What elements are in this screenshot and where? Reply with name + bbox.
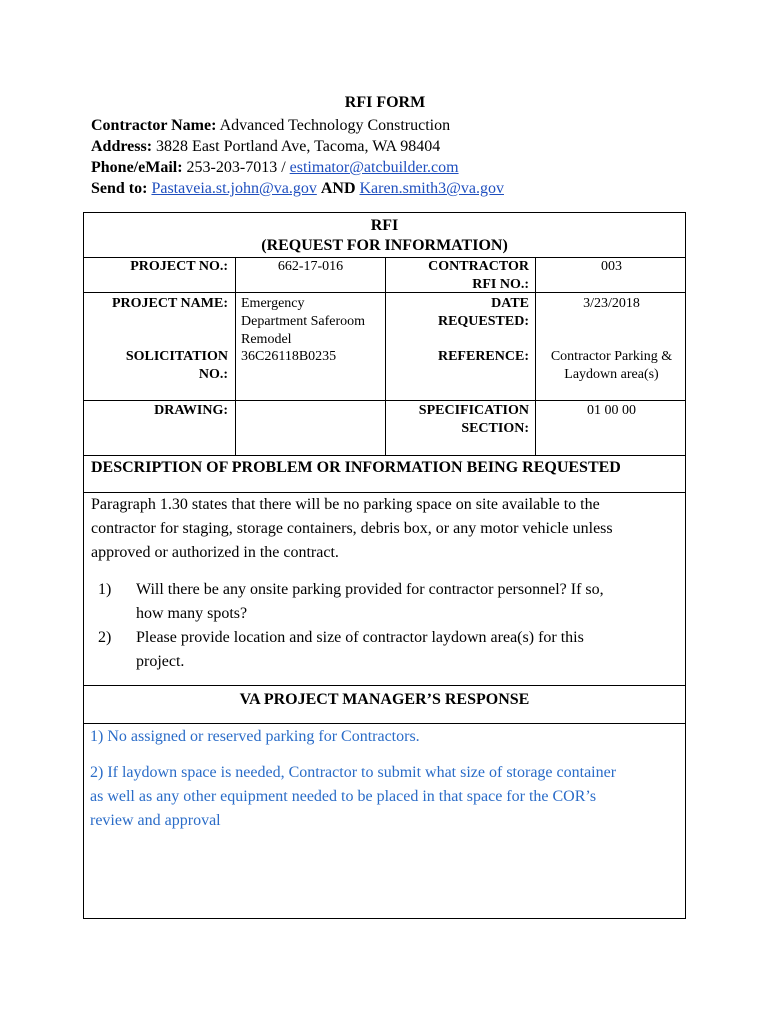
response-item-2-line3: review and approval — [90, 812, 221, 829]
grid-line — [84, 723, 685, 724]
project-name-value-line2: Department Saferoom — [241, 314, 366, 329]
question-2-line1: Please provide location and size of contractor laydown area(s) for this — [136, 629, 584, 646]
reference-value — [536, 348, 687, 384]
contractor-rfi-value: 003 — [601, 259, 622, 274]
question-2-line2: project. — [136, 653, 185, 670]
response-item-1: 1) No assigned or reserved parking for Contractors. — [90, 728, 420, 745]
drawing-label: DRAWING: — [154, 403, 228, 418]
date-requested-label-line2: REQUESTED: — [437, 314, 529, 329]
response-item-2-line2: as well as any other equipment needed to be placed in that space for the COR’s — [90, 788, 597, 805]
project-no-label: PROJECT NO.: — [130, 259, 228, 274]
date-requested-label — [386, 295, 529, 331]
reference-label: REFERENCE: — [437, 349, 529, 364]
question-1-line1: Will there be any onsite parking provided for contractor personnel? If so, — [136, 581, 604, 598]
contractor-name-line — [91, 116, 450, 136]
phone-email-line — [91, 158, 459, 178]
description-line2: contractor for staging, storage containers, debris box, or any motor vehicle unless — [91, 520, 613, 537]
send-to-email-1-link[interactable]: Pastaveia.st.john@va.gov — [151, 180, 317, 197]
project-name-label: PROJECT NAME: — [111, 296, 228, 311]
description-line1: Paragraph 1.30 states that there will be no parking space on site available to the — [91, 496, 600, 513]
rfi-heading — [84, 216, 685, 256]
contractor-name-value: Advanced Technology Construction — [219, 117, 451, 134]
reference-value-line1: Contractor Parking & — [550, 349, 673, 364]
send-to-email-2-link[interactable]: Karen.smith3@va.gov — [359, 180, 504, 197]
send-to-and: AND — [320, 180, 356, 197]
response-item-2 — [90, 761, 680, 833]
description-line3: approved or authorized in the contract. — [91, 544, 339, 561]
description-heading: DESCRIPTION OF PROBLEM OR INFORMATION BEING REQUESTED — [91, 459, 621, 476]
send-to-line — [91, 179, 504, 199]
question-1-line2: how many spots? — [136, 605, 248, 622]
phone-value: 253-203-7013 / — [186, 159, 286, 176]
rfi-heading-line2: (REQUEST FOR INFORMATION) — [261, 237, 508, 254]
send-to-label: Send to: — [91, 180, 148, 197]
address-label: Address: — [91, 138, 153, 155]
date-requested-label-line1: DATE — [491, 296, 529, 311]
specification-section-label-line2: SECTION: — [461, 421, 529, 436]
contractor-rfi-label-line2: RFI NO.: — [472, 277, 529, 292]
solicitation-label-line1: SOLICITATION — [125, 349, 228, 364]
reference-value-line2: Laydown area(s) — [564, 367, 659, 382]
solicitation-label — [88, 348, 228, 384]
estimator-email-link[interactable]: estimator@atcbuilder.com — [289, 159, 459, 176]
phone-email-label: Phone/eMail: — [91, 159, 183, 176]
description-paragraph — [91, 493, 676, 565]
specification-section-value: 01 00 00 — [587, 403, 636, 418]
project-no-value: 662-17-016 — [277, 259, 344, 274]
grid-line — [235, 257, 236, 455]
project-name-value — [241, 295, 385, 349]
grid-line — [84, 455, 685, 456]
solicitation-value: 36C26118B0235 — [241, 349, 337, 364]
response-heading: VA PROJECT MANAGER’S RESPONSE — [239, 691, 530, 708]
form-title: RFI FORM — [344, 94, 426, 111]
address-value: 3828 East Portland Ave, Tacoma, WA 98404 — [156, 138, 441, 155]
contractor-rfi-label-line1: CONTRACTOR — [428, 259, 529, 274]
specification-section-label-line1: SPECIFICATION — [418, 403, 529, 418]
list-item — [98, 626, 658, 674]
list-item — [98, 578, 658, 626]
contractor-rfi-label — [386, 258, 529, 294]
grid-line — [84, 685, 685, 686]
project-name-value-line3: Remodel — [241, 332, 292, 347]
list-item-number: 2) — [98, 629, 112, 646]
question-list — [98, 578, 658, 674]
solicitation-label-line2: NO.: — [198, 367, 228, 382]
specification-section-label — [386, 402, 529, 438]
address-line — [91, 137, 440, 157]
contractor-name-label: Contractor Name: — [91, 117, 217, 134]
rfi-heading-line1: RFI — [370, 217, 399, 234]
list-item-number: 1) — [98, 581, 112, 598]
project-name-value-line1: Emergency — [241, 296, 305, 311]
rfi-table — [83, 212, 686, 919]
response-item-2-line1: 2) If laydown space is needed, Contractor to submit what size of storage container — [90, 764, 617, 781]
date-requested-value: 3/23/2018 — [583, 296, 640, 311]
